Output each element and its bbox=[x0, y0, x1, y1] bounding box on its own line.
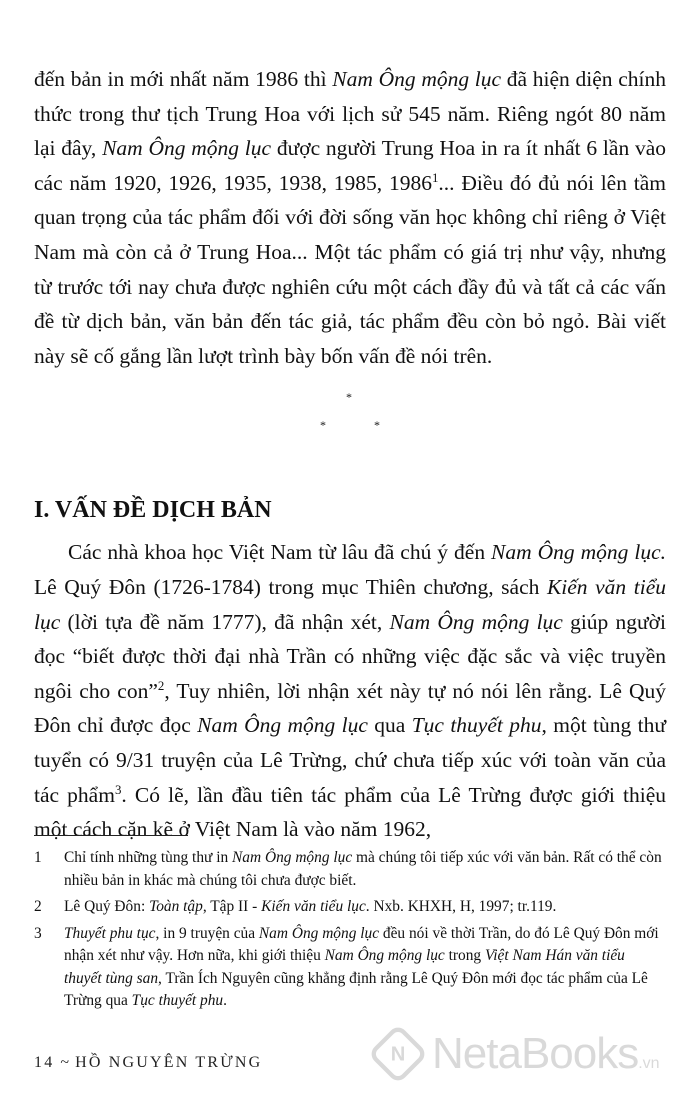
watermark-brand bbox=[432, 1029, 660, 1079]
italic-title: Nam Ông mộng lục bbox=[332, 67, 502, 91]
text-run: , in 9 truyện của bbox=[155, 924, 259, 942]
text-run: . Có lẽ, lần đầu tiên tác phẩm của Lê Trừng được giới thiệu một cách cặn kẽ ở Việt Nam là vào năm 1962, bbox=[34, 782, 667, 842]
paragraph-intro bbox=[34, 62, 666, 373]
footnote-text bbox=[64, 847, 666, 892]
section-separator bbox=[34, 385, 666, 455]
logo-letter: N bbox=[390, 1042, 406, 1065]
text-run: Lê Quý Đôn: bbox=[64, 898, 150, 915]
italic-title: Kiến văn tiểu lục bbox=[34, 574, 666, 634]
italic-title: Toàn tập bbox=[149, 898, 203, 915]
footnote-text bbox=[64, 896, 666, 919]
footnote-ref-2[interactable]: 2 bbox=[157, 678, 165, 693]
italic-title: Nam Ông mộng lục bbox=[197, 713, 368, 738]
footnote-divider bbox=[34, 835, 188, 836]
text-run: . bbox=[223, 992, 227, 1009]
text-run: Các nhà khoa học Việt Nam từ lâu đã chú ý đến bbox=[68, 540, 492, 565]
footnote-ref-1[interactable]: 1 bbox=[431, 170, 439, 185]
text-run: ... Điều đó đủ nói lên tầm quan trọng của tác phẩm đối với đời sống văn học không chỉ riêng ở Việt Nam mà còn cả ở Trung Hoa... Một tác phẩm có giá trị như vậy, nhưng từ trước tới nay chưa được nghiên cứu một cách đầy đủ và tất cả các vấn đề từ dịch bản, văn bản đến tác giả, tác phẩm đều còn bỏ ngỏ. Bài viết này sẽ cố gắng lần lượt trình bày bốn vấn đề nói trên. bbox=[34, 170, 666, 368]
footnote-number: 3 bbox=[34, 924, 42, 942]
separator-star: * bbox=[374, 418, 380, 433]
footer-dash: ~ bbox=[60, 1054, 70, 1071]
text-run: Chỉ tính những tùng thư in bbox=[64, 849, 233, 866]
text-run: mà chúng tôi tiếp xúc với văn bản. Rất có thể còn nhiều bản in khác mà chúng tôi chưa được biết. bbox=[64, 849, 662, 889]
text-run: , Tuy nhiên, lời nhận xét này tự nó nói lên rằng. Lê Quý Đôn chỉ được đọc bbox=[34, 678, 666, 738]
text-run: (lời tựa đề năm 1777), đã nhận xét, bbox=[60, 609, 390, 634]
footnote-3 bbox=[34, 923, 666, 1013]
footnote-1 bbox=[34, 847, 666, 892]
italic-title: Nam Ông mộng lục bbox=[232, 849, 353, 866]
running-author: HỒ NGUYÊN TRỪNG bbox=[75, 1054, 263, 1071]
brand-suffix: .vn bbox=[638, 1055, 660, 1072]
italic-title: Nam Ông mộng lục bbox=[258, 924, 380, 942]
page-footer bbox=[34, 1054, 262, 1072]
netabooks-watermark bbox=[368, 1024, 660, 1084]
italic-title: Việt Nam Hán văn tiểu thuyết tùng san bbox=[64, 947, 625, 987]
text-run: , một tùng thư tuyển có 9/31 truyện của Lê Trừng, chứ chưa tiếp xúc với toàn văn của tác phẩm bbox=[34, 713, 667, 807]
netabooks-logo-icon bbox=[367, 1023, 428, 1084]
text-run: trong bbox=[444, 947, 485, 964]
footnote-text bbox=[64, 923, 666, 1013]
section-heading: I. VẤN ĐỀ DỊCH BẢN bbox=[34, 497, 272, 524]
page-content bbox=[34, 62, 666, 847]
footnote-2 bbox=[34, 896, 666, 919]
footnote-number: 1 bbox=[34, 849, 42, 866]
italic-title: Nam Ông mộng lục bbox=[324, 947, 445, 964]
paragraph-section-one bbox=[34, 535, 666, 846]
italic-title: Nam Ông mộng lục bbox=[389, 609, 563, 634]
brand-name: NetaBooks bbox=[432, 1029, 639, 1078]
text-run: Lê Quý Đôn (1726-1784) trong mục Thiên chương, sách bbox=[34, 574, 547, 599]
italic-title: Nam Ông mộng lục. bbox=[491, 540, 666, 565]
italic-title: Kiến văn tiểu lục bbox=[261, 898, 366, 915]
text-run: đã hiện diện chính thức trong thư tịch Trung Hoa với lịch sử 545 năm. Riêng ngót 80 năm lại đây, bbox=[34, 67, 666, 161]
footnote-number: 2 bbox=[34, 898, 42, 915]
footnote-ref-3[interactable]: 3 bbox=[114, 782, 122, 797]
italic-title: Tục thuyết phu bbox=[131, 992, 224, 1009]
text-run: giúp người đọc “biết được thời đại nhà Trần có những việc đặc sắc và việc truyền ngôi cho con” bbox=[34, 609, 667, 703]
separator-star: * bbox=[320, 418, 326, 433]
text-run: qua bbox=[367, 713, 412, 738]
text-run: . Nxb. KHXH, H, 1997; tr.119. bbox=[365, 898, 557, 915]
text-run: , Trần Ích Nguyên cũng khẳng định rằng Lê Quý Đôn mới đọc tác phẩm của Lê Trừng qua bbox=[64, 969, 648, 1009]
text-run: được người Trung Hoa in ra ít nhất 6 lần vào các năm 1920, 1926, 1935, 1938, 1985, 1986 bbox=[34, 136, 667, 195]
text-run: đều nói về thời Trần, do đó Lê Quý Đôn mới nhận xét như vậy. Hơn nữa, khi giới thiệu bbox=[64, 924, 659, 964]
footnotes bbox=[34, 847, 666, 1017]
italic-title: Nam Ông mộng lục bbox=[102, 136, 272, 161]
text-run: đến bản in mới nhất năm 1986 thì bbox=[34, 67, 333, 91]
separator-star: * bbox=[346, 390, 352, 405]
italic-title: Thuyết phu tục bbox=[64, 924, 156, 942]
text-run: , Tập II - bbox=[202, 898, 262, 915]
italic-title: Tục thuyết phu bbox=[411, 713, 542, 738]
page-number: 14 bbox=[34, 1054, 55, 1071]
